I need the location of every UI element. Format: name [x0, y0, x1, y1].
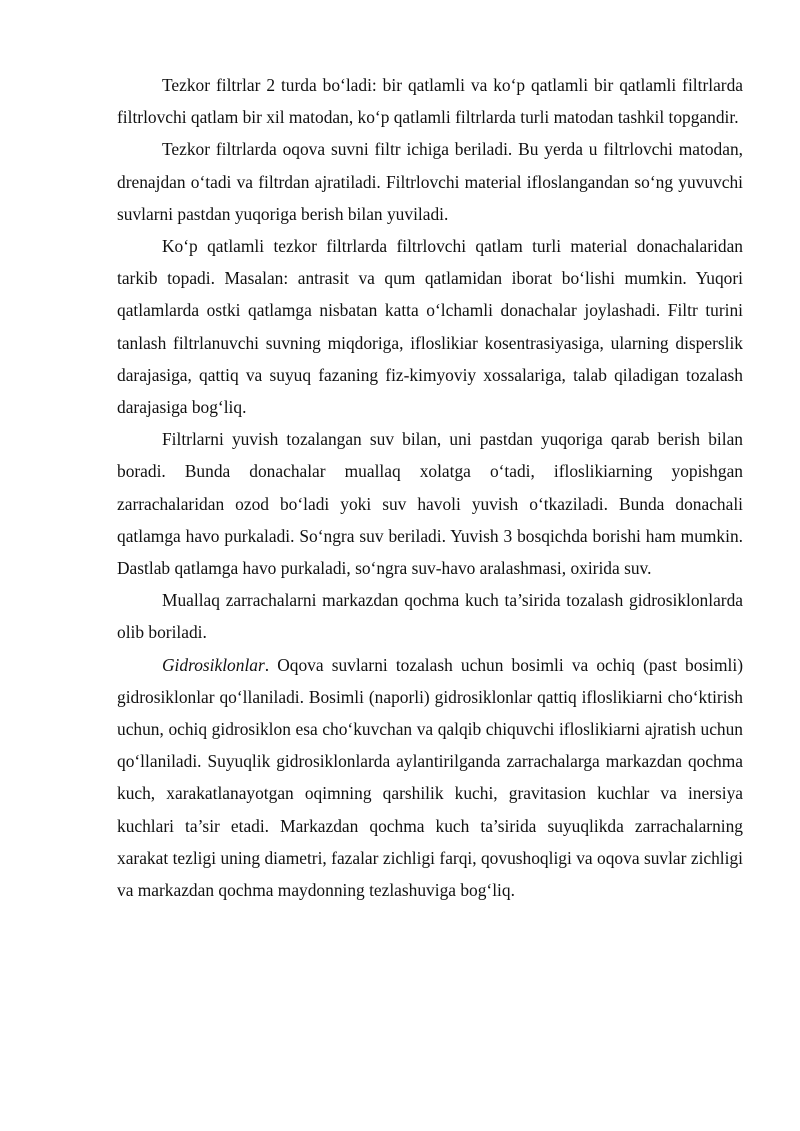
paragraph-text: Ko‘p qatlamli tezkor filtrlarda filtrlovchi qatlam turli material donachalaridan tarkib topadi. Masalan: antrasit va qum qatlamidan iborat bo‘lishi mumkin. Yuqori qatlamlarda ostki qatlamga nisbatan katta o‘lchamli donachalar joylashadi. Filtr turini tanlash filtrlanuvchi suvning miqdoriga, ifloslikiar kosentrasiyasiga, ularning disperslik darajasiga, qattiq va suyuq fazaning fiz-kimyoviy xossalariga, talab qiladigan tozalash darajasiga bog‘liq. [117, 236, 743, 418]
paragraph-fast-filter-process [117, 133, 743, 230]
paragraph-centrifugal-cleaning [117, 584, 743, 648]
paragraph-text: Tezkor filtrlarda oqova suvni filtr ichiga beriladi. Bu yerda u filtrlovchi matodan, drenajdan o‘tadi va filtrdan ajratiladi. Filtrlovchi material ifloslangandan so‘ng yuvuvchi suvlarni pastdan yuqoriga berish bilan yuviladi. [117, 139, 743, 224]
document-page [117, 69, 743, 906]
paragraph-text: Muallaq zarrachalarni markazdan qochma kuch ta’sirida tozalash gidrosiklonlarda olib boriladi. [117, 590, 743, 643]
paragraph-text: Tezkor filtrlar 2 turda bo‘ladi: bir qatlamli va ko‘p qatlamli bir qatlamli filtrlarda filtrlovchi qatlam bir xil matodan, ko‘p qatlamli filtrlarda turli matodan tashkil topgandir. [117, 75, 743, 128]
paragraph-filter-washing [117, 423, 743, 584]
paragraph-multilayer-filters [117, 230, 743, 423]
paragraph-hydrocyclones [117, 649, 743, 907]
paragraph-text: Filtrlarni yuvish tozalangan suv bilan, uni pastdan yuqoriga qarab berish bilan boradi. Bunda donachalar muallaq xolatga o‘tadi, ifloslikiarning yopishgan zarrachalaridan ozod bo‘ladi yoki suv havoli yuvish o‘tkaziladi. Bunda donachali qatlamga havo purkaladi. So‘ngra suv beriladi. Yuvish 3 bosqichda borishi ham mumkin. Dastlab qatlamga havo purkaladi, so‘ngra suv-havo aralashmasi, oxirida suv. [117, 429, 743, 579]
paragraph-lead-term: Gidrosiklonlar [162, 654, 265, 675]
paragraph-fast-filter-types [117, 69, 743, 133]
paragraph-text: . Oqova suvlarni tozalash uchun bosimli va ochiq (past bosimli) gidrosiklonlar qo‘llaniladi. Bosimli (naporli) gidrosiklonlar qattiq ifloslikiarni cho‘ktirish uchun, ochiq gidrosiklon esa cho‘kuvchan va qalqib chiquvchi ifloslikiarni ajratish uchun qo‘llaniladi. Suyuqlik gidrosiklonlarda aylantirilganda zarrachalarga markazdan qochma kuch, xarakatlanayotgan oqimning qarshilik kuchi, gravitasion kuchlar va inersiya kuchlari ta’sir etadi. Markazdan qochma kuch ta’sirida suyuqlikda zarrachalarning xarakat tezligi uning diametri, fazalar zichligi farqi, qovushoqligi va oqova suvlar zichligi va markazdan qochma maydonning tezlashuviga bog‘liq. [117, 654, 743, 901]
